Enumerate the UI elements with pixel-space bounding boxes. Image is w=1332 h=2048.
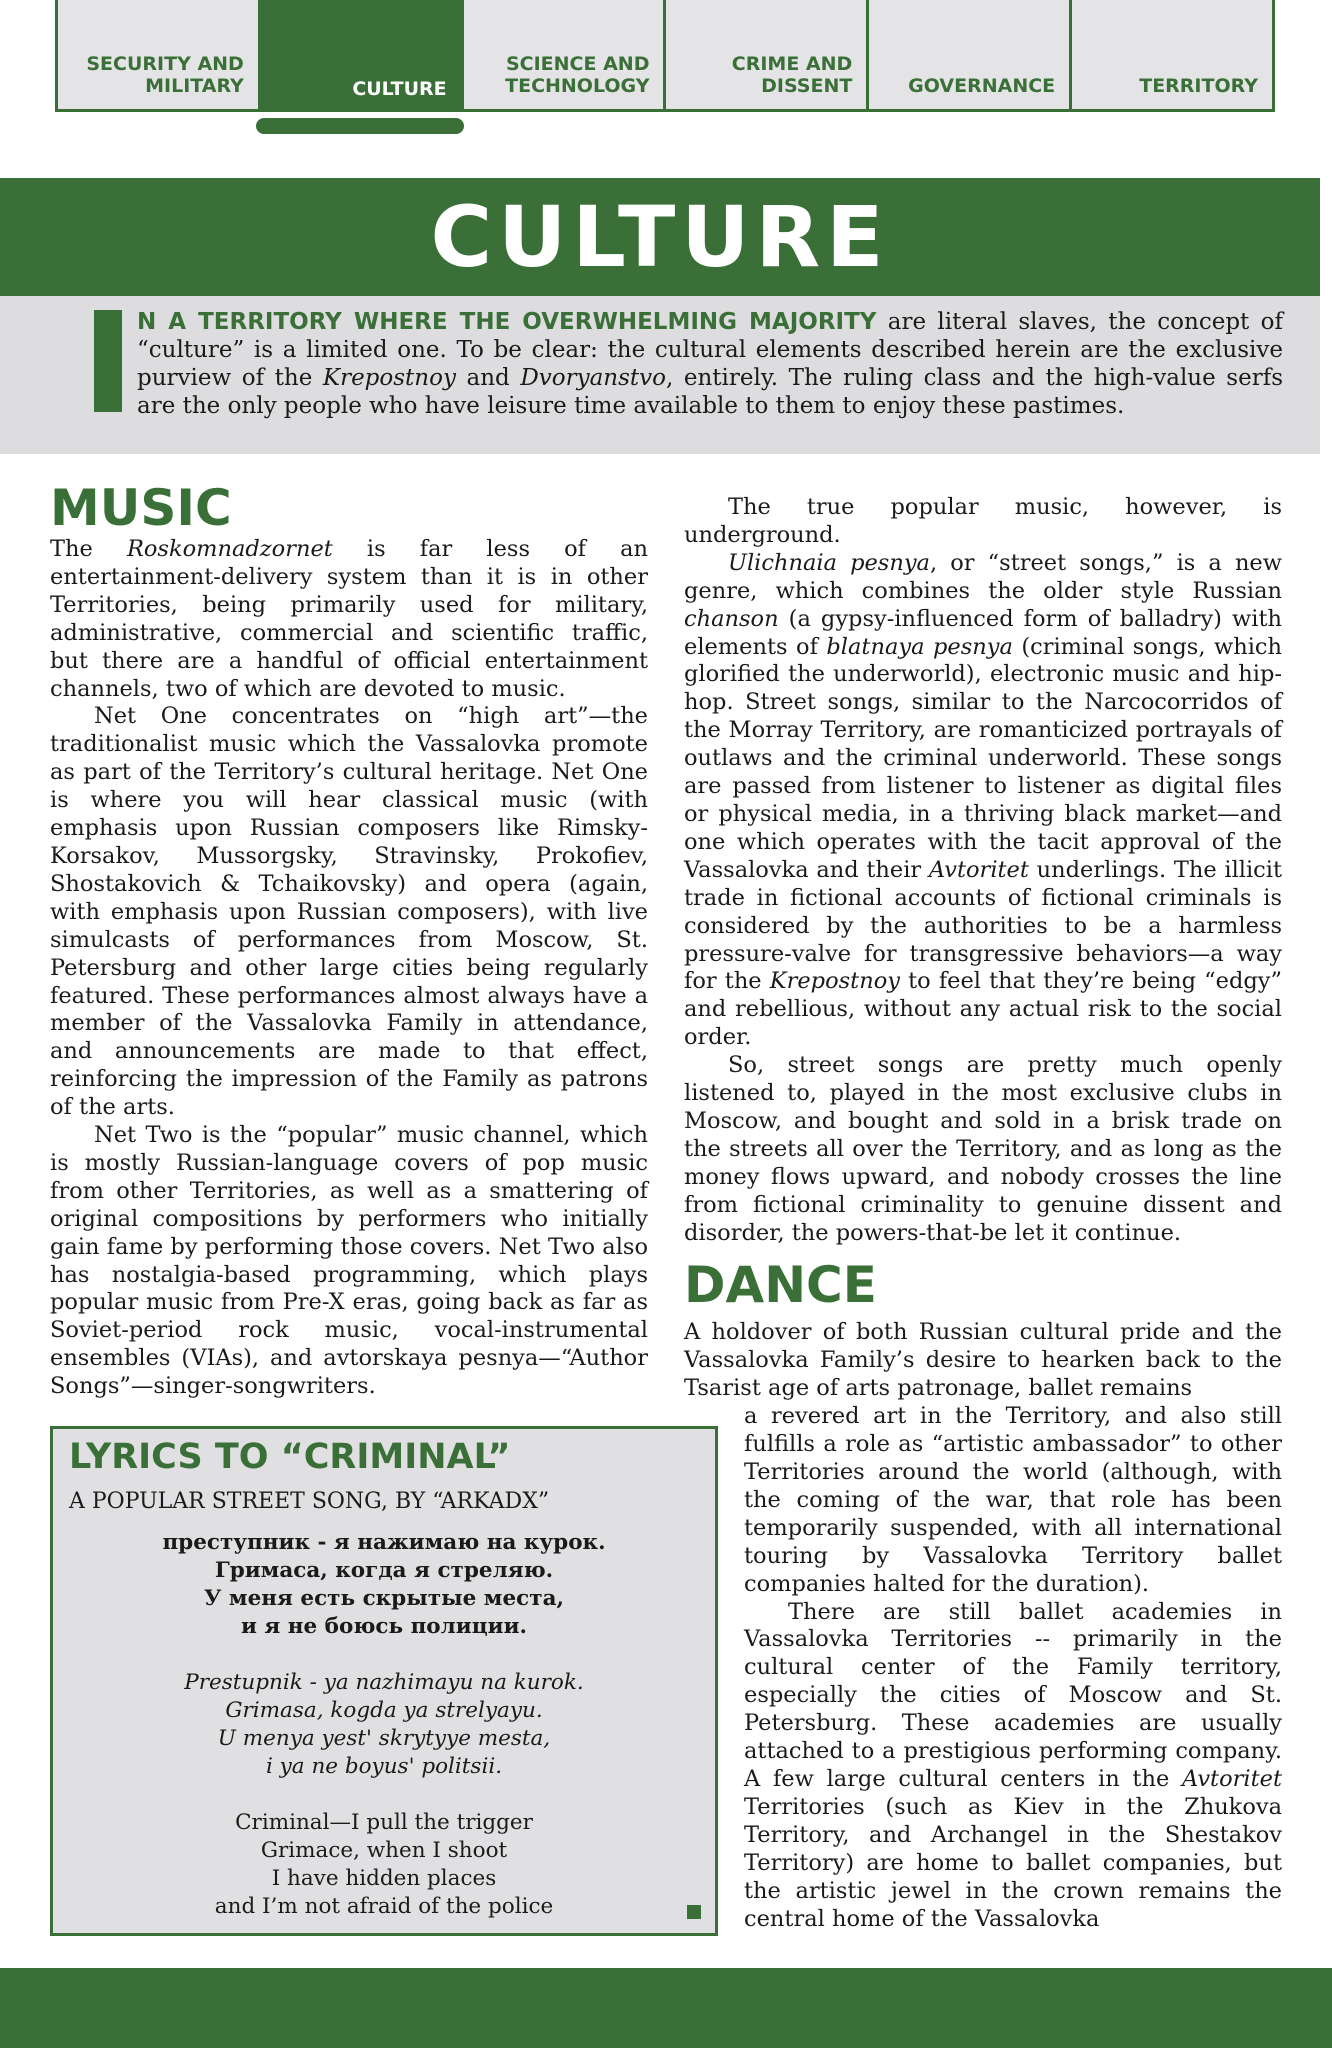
paragraph: a revered art in the Territory, and also still fulfills a role as “artistic ambassador” to other Territories around the world (although, with the coming of the war, that role has been temporarily suspended, with all international touring by Vassalovka Territory ballet companies halted for the duration). [744,1403,1282,1597]
lyrics-sidebar [50,1426,718,1936]
intro-lead: N A TERRITORY WHERE THE OVERWHELMING MAJORITY [137,309,877,335]
footer-band [0,1968,1332,2048]
section-tab-bar [55,0,1275,112]
lyric-line: and I’m not afraid of the police [214,1894,554,1919]
paragraph: So, street songs are pretty much openly listened to, played in the most exclusive clubs in Moscow, and bought and sold in a brisk trade on the streets all over the Territory, and as long as the money flows upward, and nobody crosses the line from fictional criminality to genuine dissent and disorder, the powers-that-be let it continue. [684,1052,1282,1246]
tab-label: SECURITY AND MILITARY [86,53,244,97]
lyric-line: Grimasa, kogda ya strelyayu. [225,1698,543,1723]
lyric-line: Criminal—I pull the trigger [235,1810,533,1835]
paragraph: Net Two is the “popular” music channel, which is mostly Russian-language covers of pop music from other Territories, as well as a smattering of original compositions by performers who initially gain fame by performing those covers. Net Two also has nostalgia-based programming, which plays popular music from Pre-X eras, going back as far as Soviet-period rock music, vocal-instrumental ensembles (VIAs), and avtorskaya pesnya—“Author Songs”—singer-songwriters. [50,1122,648,1400]
lyric-line: Grimace, when I shoot [260,1838,508,1863]
tab-security-and-military[interactable] [58,0,261,112]
tab-label: CULTURE [352,78,447,100]
drop-cap-bar [94,310,122,412]
lyric-line: Гримаса, когда я стреляю. [214,1558,554,1583]
lyric-line: преступник - я нажимаю на курок. [162,1530,606,1555]
tab-culture[interactable] [261,0,464,112]
music-heading: MUSIC [50,479,232,537]
dance-wrapped-text [744,1403,1282,1933]
tab-crime-and-dissent[interactable] [666,0,869,112]
tab-label: CRIME AND DISSENT [731,53,853,97]
intro-block [0,296,1320,454]
page-title: CULTURE [430,188,890,286]
intro-text: N A TERRITORY WHERE THE OVERWHELMING MAJORITY are literal slaves, the concept of “culture” is a limited one. To be clear: the cultural elements described herein are the exclusive purview of the Krepostnoy and Dvoryanstvo, entirely. The ruling class and the high-value serfs are the only people who have leisure time available to them to enjoy these pastimes. [137,309,1284,419]
left-column [50,480,648,1401]
lyric-line: У меня есть скрытые места, [204,1586,564,1611]
paragraph: The true popular music, however, is underground. [684,494,1282,548]
tab-label: GOVERNANCE [908,75,1056,97]
lyrics-title: LYRICS TO “CRIMINAL” [69,1437,511,1477]
paragraph: Ulichnaia pesnya, or “street songs,” is a new genre, which combines the older style Russian chanson (a gypsy-influenced form of balladry) with elements of blatnaya pesnya (criminal songs, which glorified the underworld), electronic music and hip-hop. Street songs, similar to the Narcocorridos of the Morray Territory, are romanticized portrayals of outlaws and the criminal underworld. These songs are passed from listener to listener as digital files or physical media, in a thriving black market—and one which operates with the tacit approval of the Vassalovka and their Avtoritet underlings. The illicit trade in fictional accounts of fictional criminals is considered by the authorities to be a harmless pressure-valve for transgressive behaviors—a way for the Krepostnoy to feel that they’re being “edgy” and rebellious, without any actual risk to the social order. [684,549,1283,1051]
title-band [0,178,1320,296]
lyric-line: U menya yest' skrytyye mesta, [217,1726,551,1751]
paragraph: A holdover of both Russian cultural pride and the Vassalovka Family’s desire to hearken back to the Tsarist age of arts patronage, ballet remains [684,1319,1282,1402]
tab-governance[interactable] [869,0,1072,112]
lyrics-transliteration [53,1669,715,1781]
paragraph: Net One concentrates on “high art”—the traditionalist music which the Vassalovka promote as part of the Territory’s cultural heritage. Net One is where you will hear classical music (with emphasis upon Russian composers like Rimsky-Korsakov, Mussorgsky, Stravinsky, Prokofiev, Shostakovich & Tchaikovsky) and opera (again, with emphasis upon Russian composers), with live simulcasts of performances from Moscow, St. Petersburg and other large cities being regularly featured. These performances almost always have a member of the Vassalovka Family in attendance, and announcements are made to that effect, reinforcing the impression of the Family as patrons of the arts. [50,703,648,1121]
tab-label: TERRITORY [1139,75,1258,97]
active-tab-indicator [256,118,464,134]
paragraph: The Roskomnadzornet is far less of an entertainment-delivery system than it is in other Territories, being primarily used for military, administrative, commercial and scientific traffic, but there are a handful of official entertainment channels, two of which are devoted to music. [50,536,649,702]
lyric-line: и я не боюсь полиции. [240,1614,528,1639]
lyrics-russian [53,1529,715,1641]
tab-label: SCIENCE AND TECHNOLOGY [505,53,650,97]
tab-science-and-technology[interactable] [464,0,667,112]
lyrics-body [53,1529,715,1921]
paragraph: There are still ballet academies in Vassalovka Territories -- primarily in the cultural center of the Family territory, especially the cities of Moscow and St. Petersburg. These academies are usually attached to a prestigious performing company. A few large cultural centers in the Avtoritet Territories (such as Kiev in the Zhukova Territory, and Archangel in the Shestakov Territory) are home to ballet companies, but the artistic jewel in the crown remains the central home of the Vassalovka [744,1598,1282,1932]
dance-heading: DANCE [684,1256,877,1315]
tab-territory[interactable] [1072,0,1272,112]
end-square-icon [687,1905,701,1919]
lyric-line: i ya ne boyus' politsii. [265,1754,503,1779]
lyrics-english [53,1809,715,1921]
lyric-line: I have hidden places [271,1866,497,1891]
right-column [684,494,1282,1933]
lyrics-subtitle: A POPULAR STREET SONG, BY “ARKADX” [69,1489,550,1514]
lyric-line: Prestupnik - ya nazhimayu na kurok. [184,1670,584,1695]
